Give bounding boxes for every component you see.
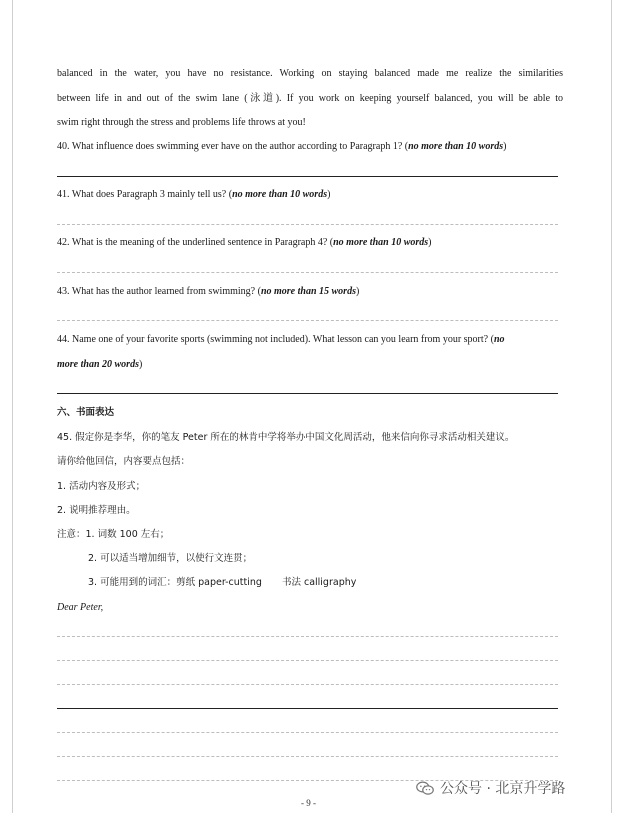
question-40 — [57, 141, 506, 153]
question-text: 41. What does Paragraph 3 mainly tell us? ( — [57, 189, 233, 200]
word-limit: no more than 10 words — [333, 237, 429, 248]
question-42 — [57, 237, 432, 249]
question-text: 40. What influence does swimming ever have on the author according to Paragraph 1? ( — [57, 141, 409, 152]
question-close: ) — [503, 141, 507, 152]
note-2: 2. 可以适当增加细节，以使行文连贯； — [88, 553, 253, 564]
passage-line-3: swim right through the stress and problems life throws at you! — [57, 117, 306, 128]
passage-line-2: between life in and out of the swim lane (泳道). If you work on keeping yourself balanced, you will be able to — [57, 93, 563, 104]
writing-line[interactable] — [57, 660, 558, 661]
content-point-1: 1. 活动内容及形式； — [57, 481, 146, 492]
word-limit-rest: more than 20 words — [57, 359, 139, 370]
answer-line-41[interactable] — [57, 224, 558, 225]
writing-line[interactable] — [57, 756, 558, 757]
content-point-2: 2. 说明推荐理由。 — [57, 505, 136, 516]
answer-line-42[interactable] — [57, 272, 558, 273]
note-1: 注意：1. 词数 100 左右； — [57, 529, 170, 540]
section-title: 六、书面表达 — [57, 407, 115, 418]
word-limit: no more than 10 words — [408, 141, 504, 152]
word-limit: no more than 15 words — [260, 286, 356, 297]
question-text: 42. What is the meaning of the underlined sentence in Paragraph 4? ( — [57, 237, 334, 248]
question-text: 43. What has the author learned from swimming? ( — [57, 286, 261, 297]
note-3 — [88, 577, 356, 589]
question-text: 44. Name one of your favorite sports (swimming not included). What lesson can you learn from your sport? ( — [57, 334, 494, 345]
question-close: ) — [428, 237, 432, 248]
answer-line-43[interactable] — [57, 320, 558, 321]
question-43 — [57, 286, 359, 298]
question-close: ) — [355, 286, 360, 297]
word-limit: no more than 10 words — [232, 189, 328, 200]
writing-line[interactable] — [57, 708, 558, 709]
writing-line[interactable] — [57, 636, 558, 637]
question-44 — [57, 334, 505, 346]
watermark-text: 公众号 · 北京升学路 — [440, 781, 566, 797]
watermark — [416, 778, 565, 798]
letter-greeting: Dear Peter, — [57, 602, 104, 613]
writing-prompt-1: 45. 假定你是李华，你的笔友 Peter 所在的林肯中学将举办中国文化周活动，他来信向你寻求活动相关建议。 — [57, 432, 515, 443]
writing-line[interactable] — [57, 684, 558, 685]
page-number: - 9 - — [301, 798, 316, 808]
passage-line-1: balanced in the water, you have no resistance. Working on staying balanced made me realize the similarities — [57, 68, 563, 79]
note-3-vocab-a: 3. 可能用到的词汇：剪纸 paper-cutting — [88, 577, 262, 588]
wechat-icon — [416, 781, 434, 796]
question-41 — [57, 189, 330, 201]
question-close: ) — [138, 359, 143, 370]
word-limit-start: no — [493, 334, 505, 345]
question-close: ) — [327, 189, 331, 200]
writing-line[interactable] — [57, 732, 558, 733]
writing-prompt-2: 请你给他回信，内容要点包括： — [57, 456, 191, 467]
answer-line-44[interactable] — [57, 393, 558, 394]
note-3-vocab-b: 书法 calligraphy — [281, 577, 357, 588]
answer-line-40[interactable] — [57, 176, 558, 177]
question-44-cont — [57, 359, 142, 371]
